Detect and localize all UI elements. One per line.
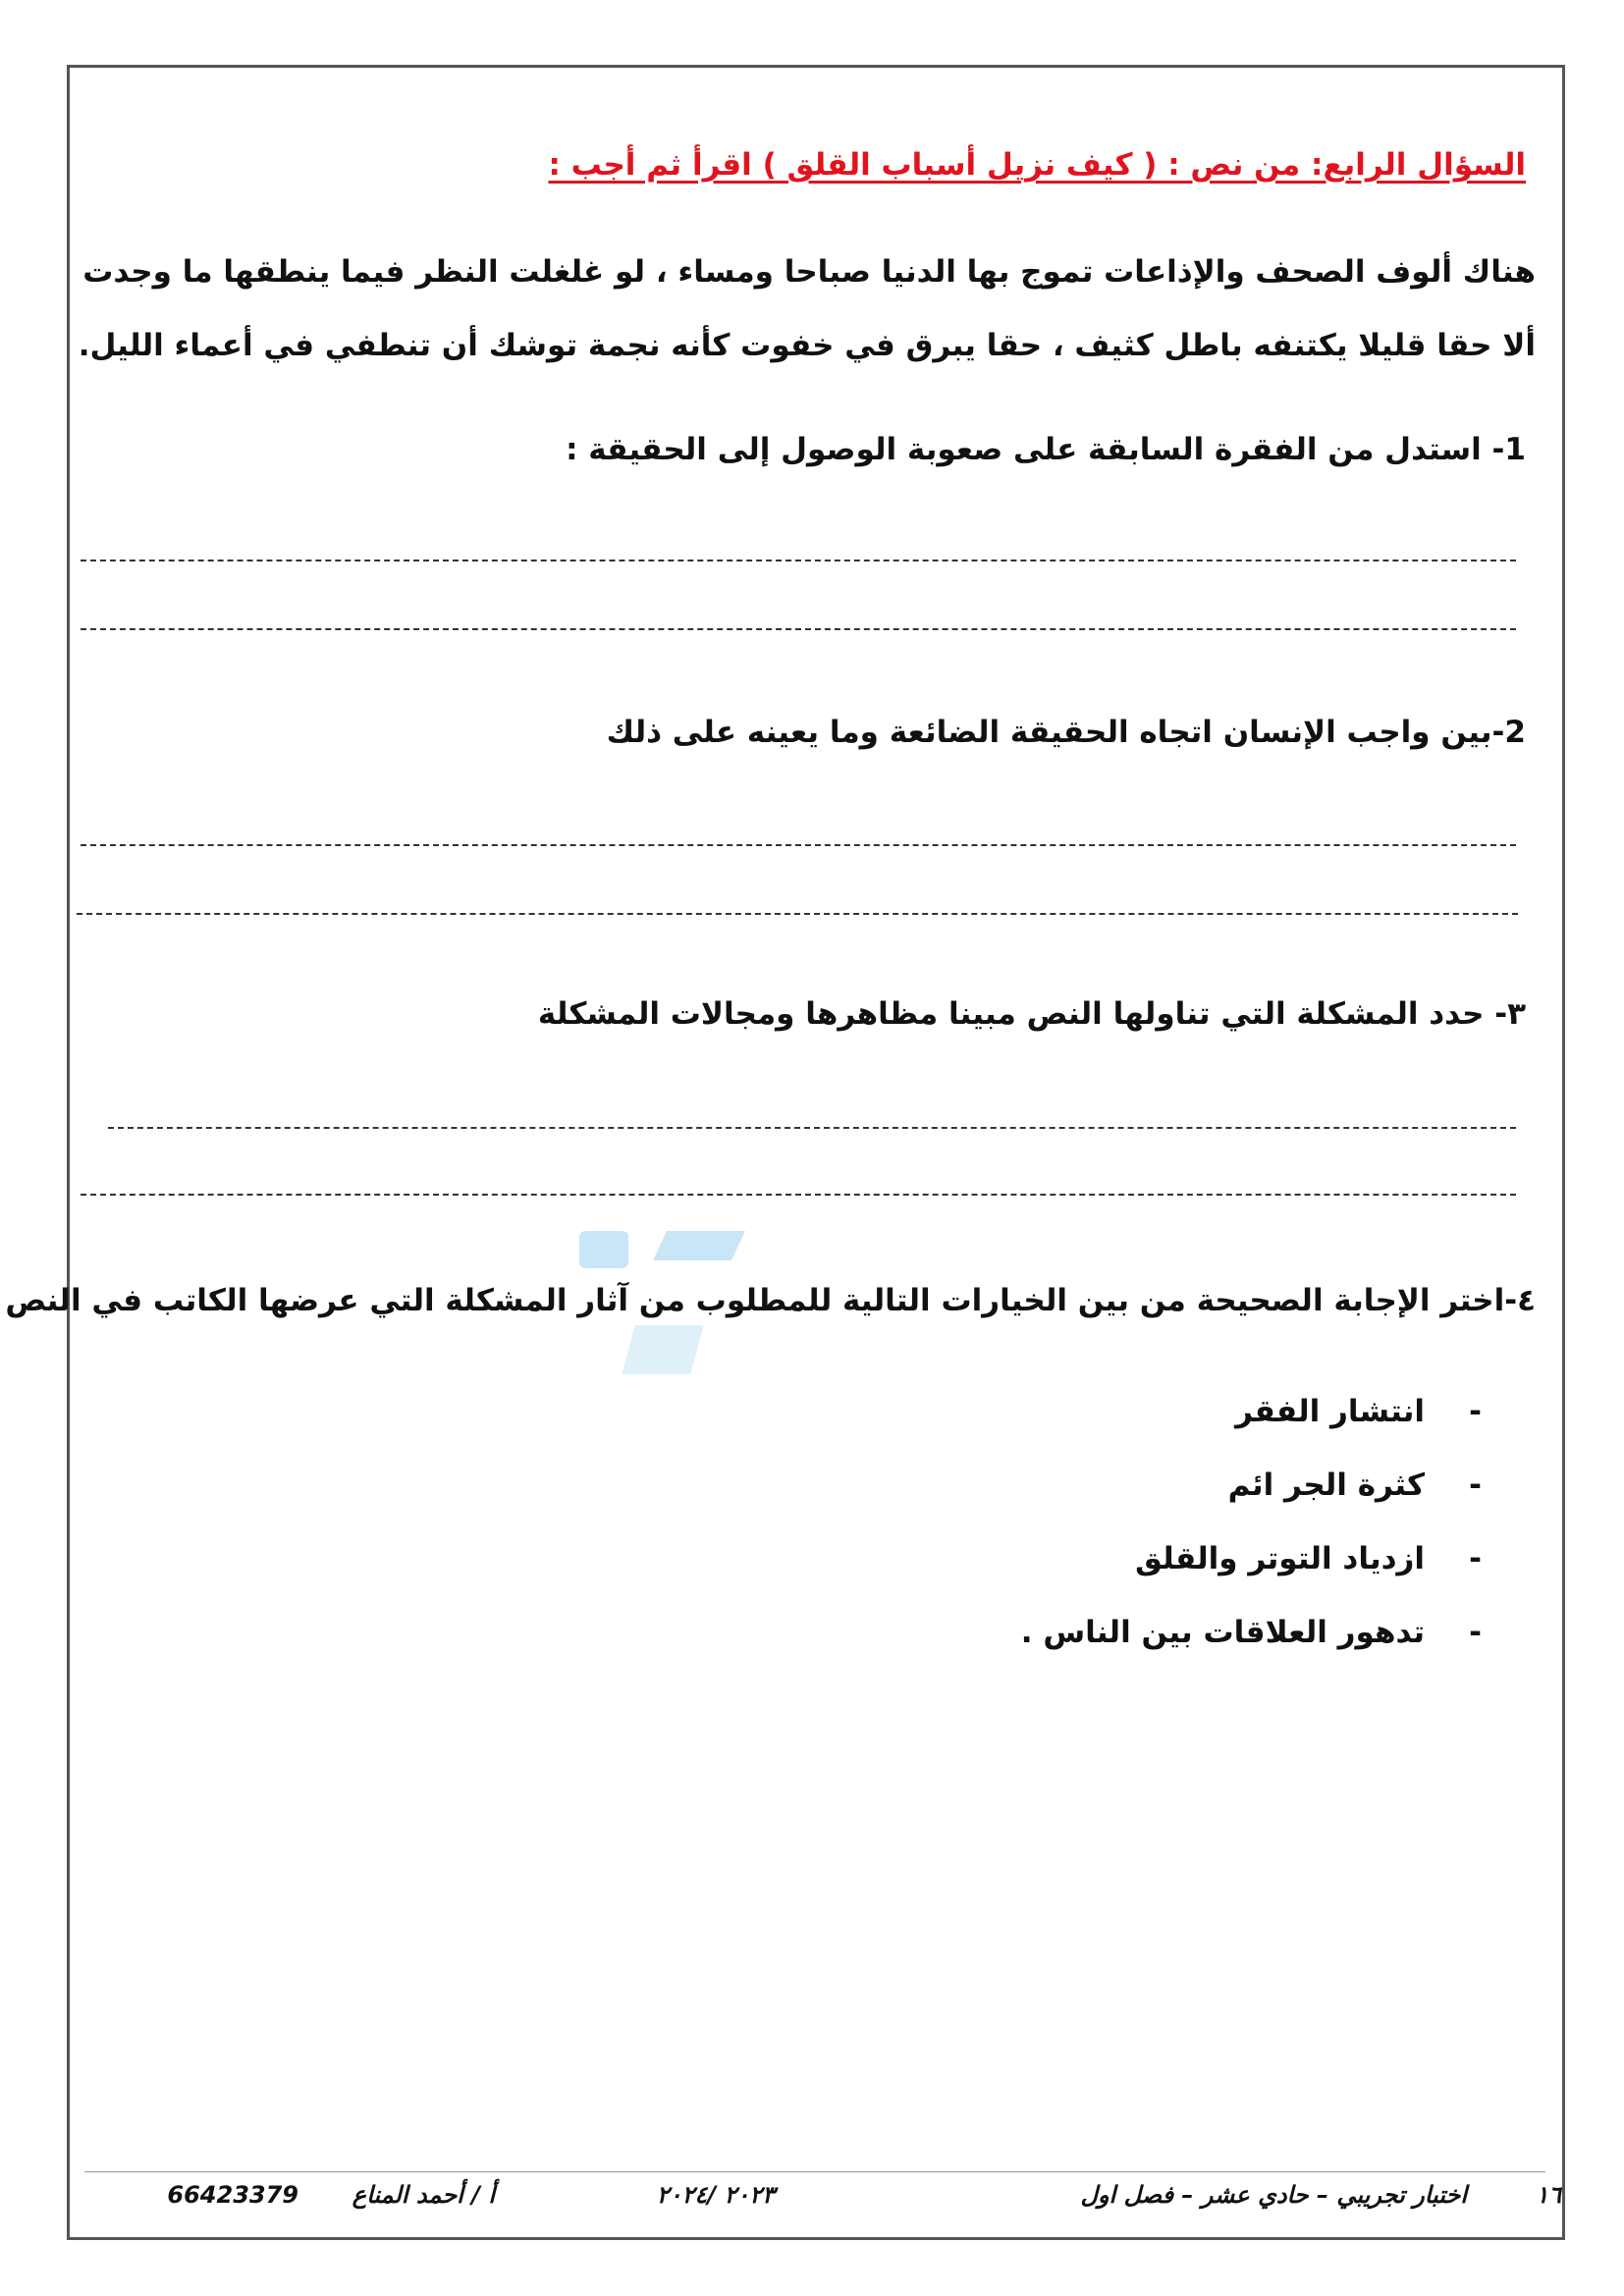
question-4: ٤-اختر الإجابة الصحيحة من بين الخيارات التالية للمطلوب من آثار المشكلة التي عرضها الكاتب في النص (5, 1283, 1536, 1318)
option-label: تدهور العلاقات بين الناس . (1020, 1615, 1425, 1650)
option-4[interactable] (1021, 1615, 1482, 1650)
option-2[interactable] (1228, 1468, 1482, 1503)
option-3[interactable] (1135, 1541, 1482, 1576)
footer-exam-title: اختبار تجريبي – حادي عشر – فصل اول (1080, 2181, 1467, 2209)
option-bullet: - (1469, 1541, 1482, 1576)
passage-line-1: هناك ألوف الصحف والإذاعات تموج بها الدنيا صباحا ومساء ، لو غلغلت النظر فيما ينطقها ما وجدت (82, 254, 1536, 290)
passage-line-2: ألا حقا قليلا يكتنفه باطل كثيف ، حقا يبرق في خفوت كأنه نجمة توشك أن تنطفي في أعماء الليل. (78, 328, 1536, 363)
footer-divider (84, 2171, 1545, 2172)
option-1[interactable] (1235, 1394, 1482, 1429)
option-bullet: - (1469, 1468, 1482, 1503)
answer-line[interactable] (81, 560, 1516, 561)
question-1: 1- استدل من الفقرة السابقة على صعوبة الوصول إلى الحقيقة : (566, 432, 1526, 467)
option-bullet: - (1469, 1394, 1482, 1429)
option-label: انتشار الفقر (1235, 1394, 1425, 1429)
option-bullet: - (1469, 1615, 1482, 1650)
answer-line[interactable] (81, 844, 1516, 846)
question-2: 2-بين واجب الإنسان اتجاه الحقيقة الضائعة وما يعينه على ذلك (606, 715, 1526, 750)
footer-phone: 66423379 (167, 2181, 298, 2209)
option-label: ازدياد التوتر والقلق (1135, 1541, 1425, 1576)
footer-year: ٢٠٢٣ /٢٠٢٤ (656, 2181, 775, 2209)
watermark-logo-part (653, 1231, 745, 1260)
footer-page-number: ١٦ (1536, 2181, 1561, 2209)
answer-line[interactable] (108, 1127, 1516, 1129)
page-frame (67, 65, 1565, 2240)
watermark-logo-part (622, 1325, 703, 1374)
answer-line[interactable] (77, 913, 1518, 915)
footer-teacher: أ / أحمد المناع (352, 2181, 495, 2209)
answer-line[interactable] (81, 628, 1516, 630)
answer-line[interactable] (81, 1194, 1516, 1196)
option-label: كثرة الجر ائم (1227, 1468, 1425, 1503)
question-title: السؤال الرابع: من نص : ( كيف نزيل أسباب القلق ) اقرأ ثم أجب : (548, 147, 1526, 183)
question-3: ٣- حدد المشكلة التي تناولها النص مبينا مظاهرها ومجالات المشكلة (537, 996, 1526, 1032)
watermark-logo (579, 1231, 628, 1268)
